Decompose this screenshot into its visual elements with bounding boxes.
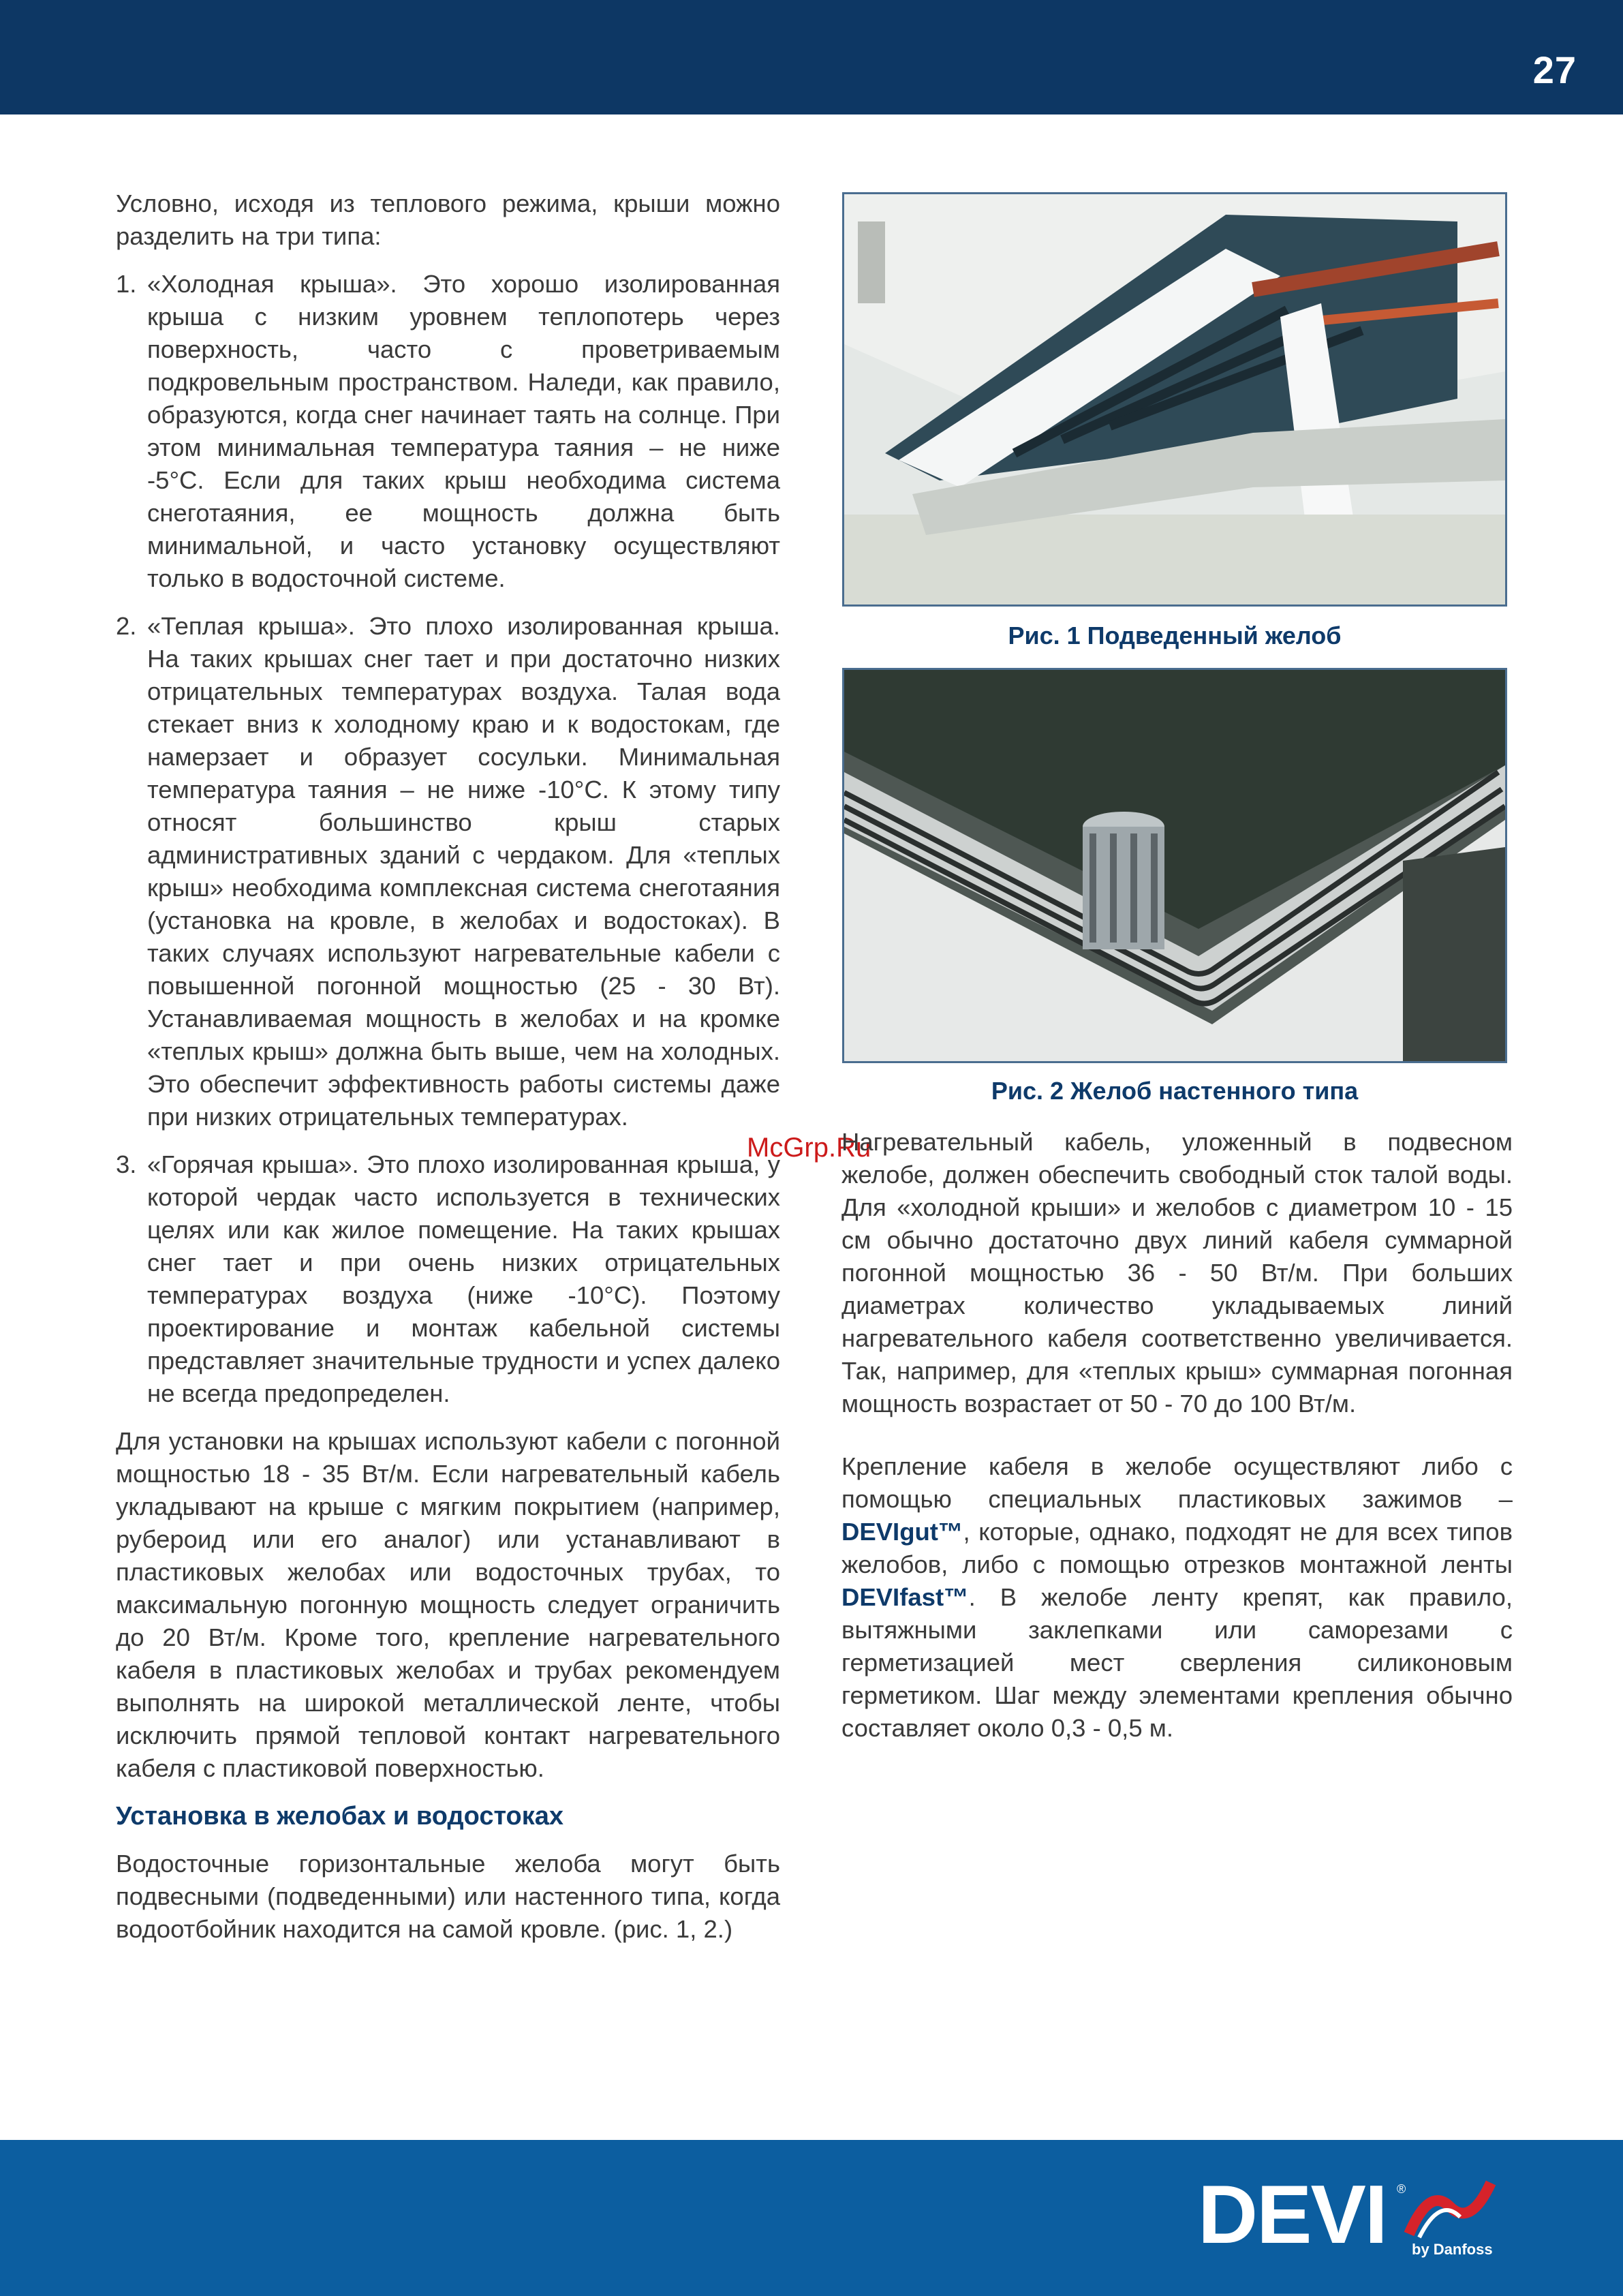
figure-2-caption: Рис. 2 Желоб настенного типа xyxy=(991,1077,1359,1105)
brand-devifast: DEVIfast™ xyxy=(841,1583,969,1611)
logo-registered: ® xyxy=(1397,2182,1406,2196)
wall-gutter-photo xyxy=(844,670,1505,1061)
fixing-text-1: Крепление кабеля в желобе осуществляют либо с помощью специальных пластиковых зажимов – xyxy=(841,1452,1513,1513)
header-bar xyxy=(0,0,1623,114)
list-item xyxy=(116,1148,780,1410)
roof-types-list xyxy=(116,268,780,1410)
suspended-gutter-photo xyxy=(844,194,1505,604)
page-number: 27 xyxy=(1532,48,1577,91)
left-column xyxy=(116,187,780,1961)
list-text: «Теплая крыша». Это плохо изолированная крыша. На таких крышах снег тает и при достаточно низких отрицательных температурах воздуха. Талая вода стекает вниз к холодному краю и к водостокам, где намерзает и образует сосульки. Минимальная температура таяния – не ниже -10°С. К этому типу относят большинство крыш старых административных зданий с чердаком. Для «теплых крыш» необходима комплексная система снеготаяния (установка на кровле, в желобах и водостоках). В таких случаях используют нагревательные кабели с повышенной погонной мощностью (25 - 30 Вт). Устанавливаемая мощность в желобах и на кромке «теплых крыш» должна быть выше, чем на холодных. Это обеспечит эффективность работы системы даже при низких отрицательных температурах. xyxy=(147,612,780,1131)
intro-paragraph: Условно, исходя из теплового режима, крыши можно разделить на три типа: xyxy=(116,189,780,250)
gutters-paragraph: Водосточные горизонтальные желоба могут быть подвесными (подведенными) или настенного типа, когда водоотбойник находится на самой кровле. (рис. 1, 2.) xyxy=(116,1850,780,1943)
danfoss-wave-icon xyxy=(1402,2179,1498,2241)
fixing-text-2: , которые, однако, подходят не для всех типов желобов, либо с помощью отрезков монтажной ленты xyxy=(841,1518,1513,1578)
figure-wall-gutter xyxy=(842,668,1507,1063)
list-number: 3. xyxy=(116,1150,137,1178)
fixing-paragraph xyxy=(841,1450,1513,1745)
cable-paragraph: Нагревательный кабель, уложенный в подвесном желобе, должен обеспечить свободный сток талой воды. Для «холодной крыши» и желобов с диаметром 10 - 15 см обычно достаточно двух линий кабеля суммарной погонной мощностью 36 - 50 Вт/м. При больших диаметрах количество укладываемых линий нагревательного кабеля соответственно увеличивается. Так, например, для «теплых крыш» суммарная погонная мощность возрастает от 50 - 70 до 100 Вт/м. xyxy=(841,1128,1513,1418)
brand-devigut: DEVIgut™ xyxy=(841,1518,963,1546)
section-title: Установка в желобах и водостоках xyxy=(116,1802,564,1831)
cables-paragraph: Для установки на крышах используют кабели с погонной мощностью 18 - 35 Вт/м. Если нагревательный кабель укладывают на крыше с мягким покрытием (например, рубероид или его аналог) или устанавливают в пластиковых желобах или водосточных трубах, то максимальную погонную мощность следует ограничить до 20 Вт/м. Кроме того, крепление нагревательного кабеля в пластиковых желобах и трубах рекомендуем выполнять на широкой металлической ленте, чтобы исключить прямой тепловой контакт нагревательного кабеля с пластиковой поверхностью. xyxy=(116,1427,780,1782)
list-text: «Холодная крыша». Это хорошо изолированная крыша с низким уровнем теплопотерь через поверхность, часто с проветриваемым подкровельным пространством. Наледи, как правило, образуются, когда снег начинает таять на солнце. При этом минимальная температура таяния – не ниже -5°С. Если для таких крыш необходима система снеготаяния, ее мощность должна быть минимальной, и часто установку осуществляют только в водосточной системе. xyxy=(147,270,780,592)
logo-by-danfoss: by Danfoss xyxy=(1412,2241,1493,2258)
watermark: McGrp.Ru xyxy=(747,1133,871,1163)
figure-1-caption: Рис. 1 Подведенный желоб xyxy=(1008,622,1342,649)
fixing-text-3: . В желобе ленту крепят, как правило, вытяжными заклепками или саморезами с герметизацией мест сверления силиконовым герметиком. Шаг между элементами крепления обычно составляет около 0,3 - 0,5 м. xyxy=(841,1583,1513,1742)
list-number: 2. xyxy=(116,612,137,640)
figure-suspended-gutter xyxy=(842,192,1507,607)
list-number: 1. xyxy=(116,270,137,298)
devi-logo xyxy=(1198,2168,1511,2261)
footer-bar xyxy=(0,2140,1623,2296)
logo-text: DEVI xyxy=(1198,2168,1387,2261)
list-text: «Горячая крыша». Это плохо изолированная крыша, у которой чердак часто используется в технических целях или как жилое помещение. На таких крышах снег тает и при очень низких отрицательных температурах воздуха (ниже -10°С). Поэтому проектирование и монтаж кабельной системы представляет значительные трудности и успех далеко не всегда предопределен. xyxy=(147,1150,780,1407)
list-item xyxy=(116,268,780,595)
list-item xyxy=(116,610,780,1133)
right-column xyxy=(841,1126,1513,1760)
